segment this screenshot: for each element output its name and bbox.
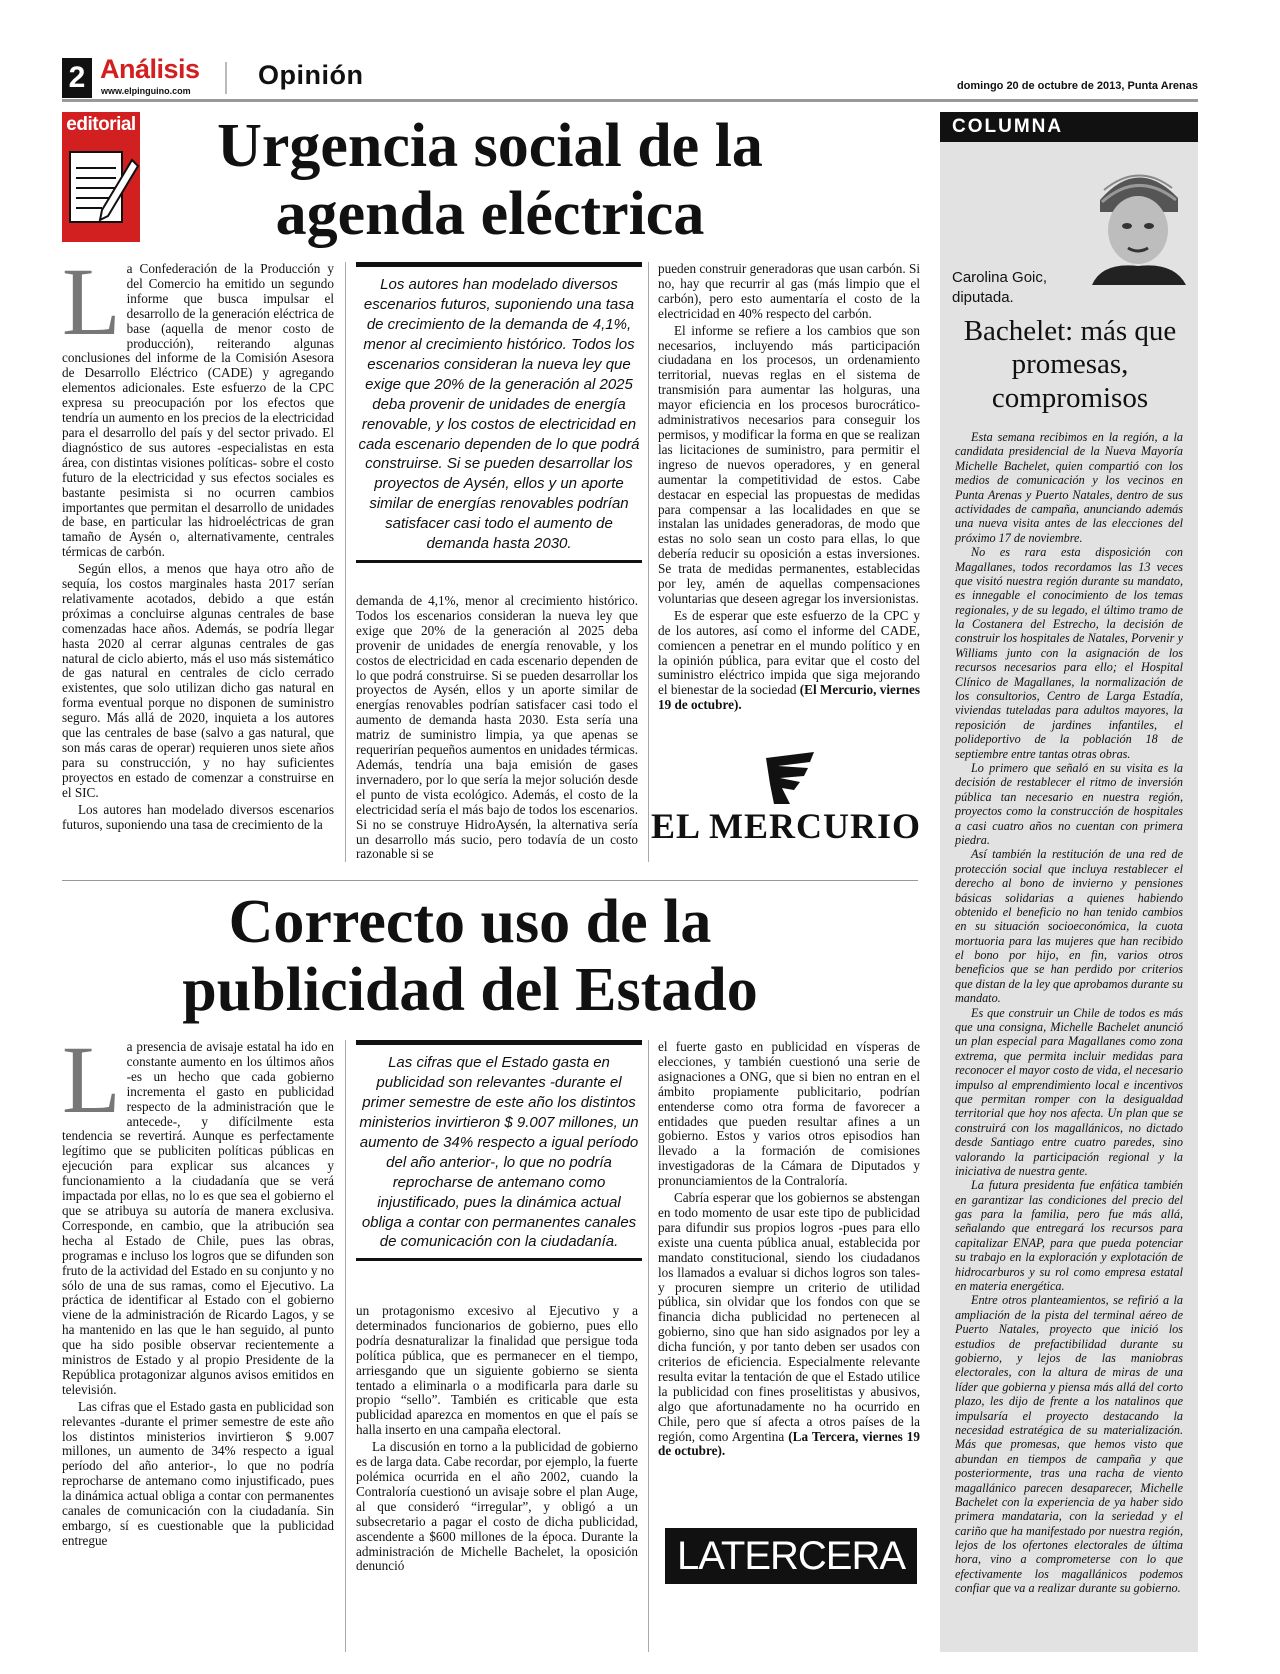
column-paragraph: Entre otros planteamientos, se refirió a la ampliación de la pista del terminal aéreo de Puerto Natales, proyecto que inició los estudios de prefactibilidad durante su gobierno, y lejos de las maniobras electorales, con la altura de miras de una líder que gobierna y piensa más allá del corto plazo, les dijo de frente a los natalinos que impulsaría el proyecto destacando la necesidad estratégica de su materialización. Más que promesas, que hemos visto que abundan en tiempos de campaña y que posteriormente, tras una racha de viento magallánico parecen desaparecer, Michelle Bachelet con la experiencia de ya haber sido primera mandataria, con la seriedad y el cariño que ha manifestado por nuestra región, lejos de los ofertones electorales de última hora, vino a comprometerse con lo que efectivamente los magallánicos podemos confiar que va a realizar durante su gobierno. (955, 1293, 1183, 1596)
article2-col3-p2: Cabría esperar que los gobiernos se abstengan en todo momento de usar este tipo de publicidad para difundir sus propios logros -pues para ello existe una cuenta pública anual, establecida por mandato constitucional, siendo los ciudadanos los llamados a evaluar si dichos logros son tales- y procuren siempre un criterio de utilidad pública, sin olvidar que los fondos con que se financia dicha publicidad no pertenecen al gobierno, sino que han sido asignados por ley a dicha función, y por tanto deben ser usados con criterios de eficiencia. Especialmente relevante resulta evitar la tentación de que el Estado utilice la publicidad con fines proselitistas y abusivos, algo que afortunadamente no ha ocurrido en Chile, pero que sí afecta a otros países de la región, como Argentina (658, 1190, 920, 1444)
article1-col2 (356, 594, 638, 864)
la-tercera-logo: LATERCERA (665, 1528, 917, 1584)
article2-col1-p2: Las cifras que el Estado gasta en publicidad son relevantes -durante el primer semestre de este año los distintos ministerios invirtieron $ 9.007 millones, un aumento de 34% respecto a igual período del año anterior-, lo que no podría reprocharse de antemano como injustificado, pues la dinámica actual obliga a contar con permanentes canales de comunicación con la ciudadanía. Sin embargo, sí es cuestionable que la publicidad entregue (62, 1398, 334, 1548)
article1-col3-p2: El informe se refiere a los cambios que son necesarios, incluyendo más participación ciudadana en los procesos, un ordenamiento territorial, nuevas reglas en el sistema de transmisión para aumentar las holguras, una mayor eficiencia en los procesos burocrático-administrativos necesarios para conseguir los permisos, y modificar la forma en que se realizan las licitaciones de suministro, para permitir el ingreso de nuevos operadores, y en general aumentar la competitividad de estos. Cabe destacar en especial las propuestas de medidas para compensar a las localidades en que se instalan las unidades generadoras, de modo que estas no solo sean un costo para ellas, lo que debería reducir su oposición a estas inversiones. Se trata de medidas permanentes, establecidas por ley, amén de aquellas compensaciones voluntarias que deseen agregar los inversionistas. (658, 322, 920, 606)
mercurio-logo-mark (760, 748, 820, 811)
brand-logo: Análisis (100, 54, 200, 84)
column-rule (345, 262, 346, 862)
brand-url: www.elpinguino.com (101, 86, 191, 96)
article1-source: (El Mercurio, viernes 19 de octubre). (658, 682, 921, 713)
article2-source: (La Tercera, viernes 19 de octubre). (658, 1428, 920, 1459)
article2-col3-p1: el fuerte gasto en publicidad en vísperas de elecciones, y también cuestionó una serie de asignaciones a ONG, que si bien no entran en el ámbito propiamente publicitario, podrían entenderse como otra forma de favorecer a entidades que pueden resultar afines a un gobierno. Estos y varios otros episodios han llevado a la formación de comisiones investigadoras de la Cámara de Diputados y pronunciamientos de la Contraloría. (658, 1039, 920, 1189)
article1-col1-p1: a Confederación de la Producción y del Comercio ha emitido un segundo informe que busca impulsar el desarrollo de la generación eléctrica de base (aquella de menor costo de producción), reiterando algunas conclusiones del informe de la Comisión Asesora de Desarrollo Eléctrico (CADE) y agregando elementos adicionales. Este esfuerzo de la CPC expresa su preocupación por los efectos que tendría un aumento en los precios de la electricidad para el desarrollo del país y del sector privado. El diagnóstico de sus autores -especialistas en esta área, con distintas visiones políticas- sobre el costo futuro de la electricidad y sus efectos sociales es bastante pesimista si no ocurren cambios importantes que permitan el desarrollo de unidades de base, en particular las hidroeléctricas de gran tamaño de Aysén o, alternativamente, centrales térmicas de carbón. (62, 261, 334, 560)
column-rule (648, 1040, 649, 1652)
author-role: diputada. (952, 288, 1014, 306)
column-paragraph: Esta semana recibimos en la región, a la candidata presidencial de la Nueva Mayoría Michelle Bachelet, quien compartió con los medios de comunicación y los vecinos en Punta Arenas y Puerto Natales, dentro de sus actividades de campaña, anunciando además una nueva visita antes de las elecciones del próximo 17 de noviembre. (955, 430, 1183, 545)
article1-col1 (62, 248, 334, 834)
article1-dropcap: L (62, 248, 121, 355)
article2-pullquote: Las cifras que el Estado gasta en publicidad son relevantes -durante el primer semestre de este año los distintos ministerios invirtieron $ 9.007 millones, un aumento de 34% respecto a igual período del año anterior-, lo que no podría reprocharse de antemano como injustificado, pues la dinámica actual obliga a contar con permanentes canales de comunicación con la ciudadanía. (356, 1040, 642, 1261)
article2-headline: Correcto uso de la publicidad del Estado (182, 888, 758, 1025)
column-paragraph: Es que construir un Chile de todos es más que una consigna, Michelle Bachelet anunció un plan especial para Magallanes como zona extrema, que permita incluir medidas para reconocer el mayor costo de vida, el necesario impulso al emprendimiento local e incentivos que permitan romper con la desigualdad territorial que hoy nos afecta. Un plan que se construirá con los magallánicos, no dictado desde Santiago entre cuatro paredes, sino valorando la participación regional y la iniciativa de nuestra gente. (955, 1005, 1183, 1178)
author-byline (952, 268, 1047, 307)
author-name: Carolina Goic, (952, 269, 1048, 286)
column-body (955, 430, 1183, 1596)
page-number: 2 (62, 58, 92, 98)
column-title: Bachelet: más que promesas, compromisos (963, 315, 1177, 414)
article1-col3-p1: pueden construir generadoras que usan carbón. Si no, hay que recurrir al gas (más limpio que el carbón), pero esto aumentaría el costo de la electricidad en 40% respecto del carbón. (658, 261, 920, 321)
el-mercurio-logo: EL MERCURIO (650, 806, 922, 846)
article2-col2-p1: un protagonismo excesivo al Ejecutivo y a determinados funcionarios de gobierno, pues ello podría desnaturalizar la finalidad que persigue toda política pública, que es permanecer en el tiempo, arriesgando que un siguiente gobierno se sienta tentado a eliminarla o a modificarla para darle su propio “sello”. También es criticable que esta publicidad aparezca en momentos en que el país se halla inserto en una campaña electoral. (356, 1303, 638, 1438)
editorial-label: editorial (66, 114, 136, 135)
column-paragraph: Lo primero que señaló en su visita es la decisión de restablecer el ritmo de inversión pública tan necesario en nuestra región, proyectos como la construcción de hospitales a casi cuatro años no cuentan con primera piedra. (955, 760, 1183, 847)
column-paragraph: Así también la restitución de una red de protección social que incluya restablecer el derecho al bono de invierno y pensiones básicas solidarias a quienes habiendo obtenido el beneficio no han tenido cambios en su situación socioeconómica, la cuota mortuoria para las mujeres que han recibido el bono por hijo, en fin, varios otros beneficios que se han perdido por criterios que distan de la ley que aprobamos durante su mandato. (955, 847, 1183, 1006)
article-separator (62, 880, 918, 881)
header-rule (62, 99, 1198, 102)
article2-col2-p2: La discusión en torno a la publicidad de gobierno es de larga data. Cabe recordar, por ejemplo, la fuerte polémica ocurrida en el año 2002, cuando la Contraloría cuestionó un avisaje sobre el plan Auge, al que consideró “irregular”, y obligó a un subsecretario a pagar el costo de dicha publicidad, ascendente a $600 millones de la época. Durante la administración de Michelle Bachelet, la oposición denunció (356, 1439, 638, 1574)
article2-dropcap: L (62, 1026, 121, 1133)
article2-col1 (62, 1026, 334, 1551)
column-label: COLUMNA (940, 112, 1198, 142)
column-rule (345, 1040, 346, 1652)
article1-col1-p3: Los autores han modelado diversos escenarios futuros, suponiendo una tasa de crecimiento de la (62, 801, 334, 832)
section-title: Opinión (258, 60, 364, 90)
column-rule (648, 262, 649, 862)
article2-col2 (356, 1304, 638, 1576)
article1-col3 (658, 262, 920, 715)
column-paragraph: La futura presidenta fue enfática también en garantizar las condiciones del precio del gas para la familia, pero fue más allá, señalando que entregará los recursos para capitalizar ENAP, para que pueda potenciar su trabajo en la exploración y explotación de hidrocarburos y su rol como empresa estatal en materia energética. (955, 1178, 1183, 1294)
dateline: domingo 20 de octubre de 2013, Punta Arenas (956, 80, 1198, 92)
article2-col3 (658, 1040, 920, 1461)
article1-col2-p1: demanda de 4,1%, menor al crecimiento histórico. Todos los escenarios consideran la nueva ley que exige que 20% de la generación al 2025 deba provenir de unidades de energía renovable, y los costos de electricidad en cada escenario dependen de lo que podrá construirse. Si se pueden desarrollar los proyectos de Aysén, ellos y un aporte similar de energías renovables podrían satisfacer casi todo el aumento de demanda hasta 2030. Esta sería una matriz de suministro limpia, ya que apenas se requerirían pequeños aumentos en unidades térmicas. Además, tendría una baja emisión de gases invernadero, por lo que sería la mejor solución desde el punto de vista ecológico. Además, el costo de la electricidad sería el más bajo de todos los escenarios. Si no se construye HidroAysén, la alternativa sería un desarrollo más sucio, pero todavía de un costo razonable si se (356, 593, 638, 862)
author-portrait-icon (1082, 150, 1194, 285)
article1-col3-p3: Es de esperar que este esfuerzo de la CPC y de los autores, así como el informe del CADE, comiencen a penetrar en el mundo político y en la opinión pública, para evitar que el costo del suministro eléctrico impida que siga mejorando el bienestar de la sociedad (658, 607, 920, 698)
article2-col1-p1: a presencia de avisaje estatal ha ido en constante aumento en los últimos años -es un hecho que cada gobierno incrementa el gasto en publicidad respecto de la administración que le antecede-, y difícilmente esta tendencia se revertirá. Aunque es perfectamente legítimo que se publiciten políticas públicas en ejecución para explicar sus alcances y funcionamiento a la ciudadanía que se verá impactada por ellas, no lo es que sea el gobierno el que se atribuya su autoría de manera exclusiva. Corresponde, en cambio, que la atribución sea hecha al Estado de Chile, pues las obras, programas e incluso los logros que se difunden son fruto de la actividad del Estado en su conjunto y no sólo de una de sus ramas, como el Ejecutivo. La práctica de identificar al Estado con el gobierno viene de la administración de Ricardo Lagos, y se ha mantenido en las que le han seguido, al punto que ha sido posible observar recientemente a ministros de Estado y al propio Presidente de la República protagonizar algunos avisos emitidos en televisión. (62, 1039, 334, 1397)
header-divider (225, 62, 227, 94)
column-paragraph: No es rara esta disposición con Magallanes, todos recordamos las 13 veces que visitó nuestra región durante su mandato, es innegable el conocimiento de los temas regionales, y de su legado, el último tramo de la Costanera del Estrecho, la decisión de construir los hospitales de Natales, Porvenir y Williams junto con la asignación de los recursos necesarios para ello; el Hospital Clínico de Magallanes, la normalización de los consultorios, Centro de Larga Estadía, viviendas tuteladas para adultos mayores, la reposición de jardines infantiles, el polideportivo de la población 18 de septiembre entre tantas otras obras. (955, 545, 1183, 761)
article1-col1-p2: Según ellos, a menos que haya otro año de sequía, los costos marginales hasta 2017 serían relativamente acotados, debido a que están próximas a concluirse algunas centrales de base comenzadas hace años. Además, se podría llegar hasta 2020 al cerrar algunas centrales de gas natural de ciclo abierto, más el uso más sistemático de gas natural en centrales de ciclo cerrado existentes, que solo utilizan dicho gas natural en forma eventual porque no disponen de suministro seguro. Más allá de 2020, inquieta a los autores que las centrales de base (salvo a gas natural, que son más caras de operar) requieren unos siete años para su construcción, y no hay suficientes proyectos en estado de comenzar a construirse en el SIC. (62, 561, 334, 800)
article1-pullquote: Los autores han modelado diversos escenarios futuros, suponiendo una tasa de crecimiento de la demanda de 4,1%, menor al crecimiento histórico. Todos los escenarios consideran la nueva ley que exige que 20% de la generación al 2025 deba provenir de unidades de energía renovable, y los costos de electricidad en cada escenario dependen de lo que podrá construirse. Si se pueden desarrollar los proyectos de Aysén, ellos y un aporte similar de energías renovables podrían satisfacer casi todo el aumento de demanda hasta 2030. (356, 262, 642, 563)
author-photo (1082, 150, 1194, 290)
mercury-head-icon (760, 748, 820, 806)
article1-headline: Urgencia social de la agenda eléctrica (217, 112, 763, 249)
